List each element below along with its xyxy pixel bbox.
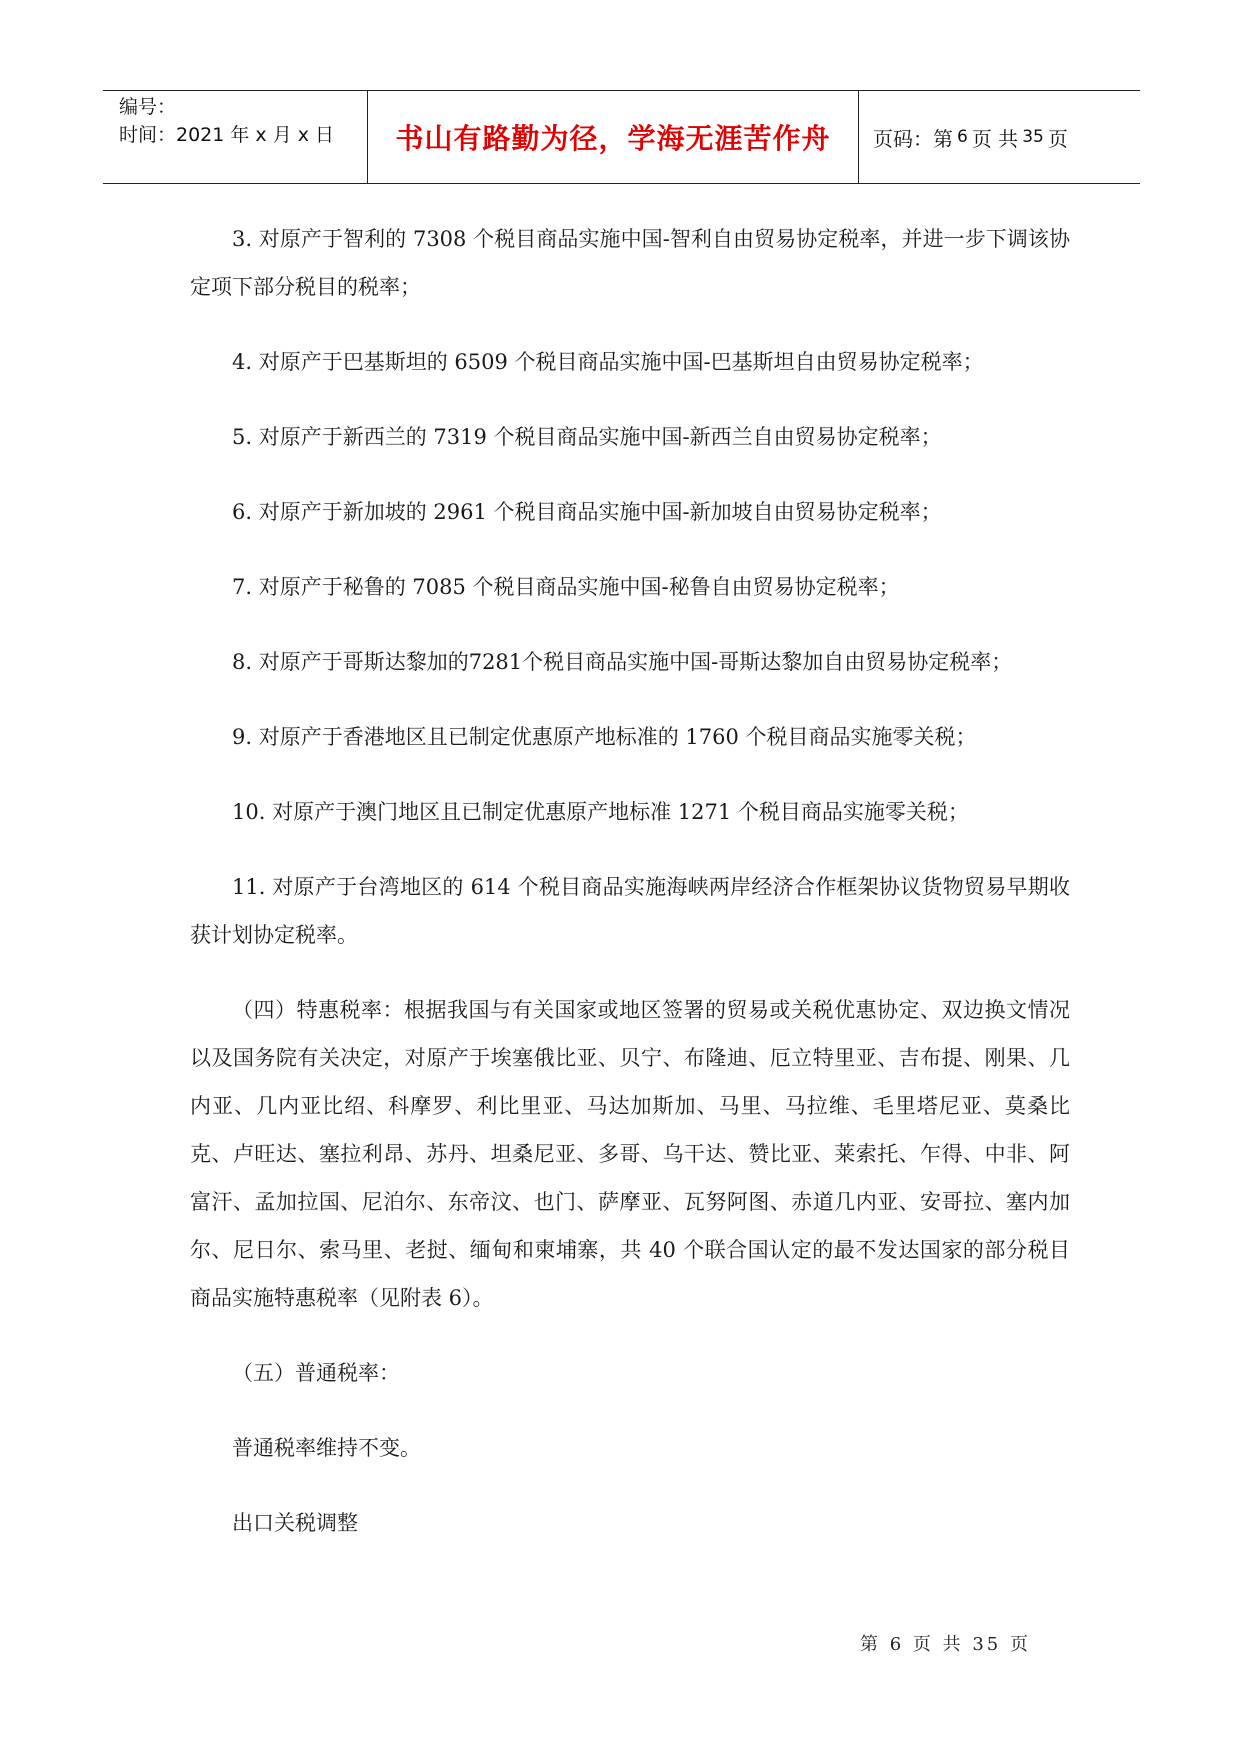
document-body (190, 215, 1070, 1574)
header-meta (103, 91, 368, 183)
serial-number-label: 编号： (119, 96, 177, 118)
date-label: 时间：2021 年 x 月 x 日 (119, 124, 335, 146)
page-current: 6 (957, 127, 968, 147)
paragraph: 11. 对原产于台湾地区的 614 个税目商品实施海峡两岸经济合作框架协议货物贸易早期收获计划协定税率。 (190, 875, 1070, 947)
paragraph: 8. 对原产于哥斯达黎加的7281个税目商品实施中国-哥斯达黎加自由贸易协定税率； (232, 650, 1013, 674)
paragraph: 3. 对原产于智利的 7308 个税目商品实施中国-智利自由贸易协定税率，并进一步下调该协定项下部分税目的税率； (190, 227, 1070, 299)
paragraph: 4. 对原产于巴基斯坦的 6509 个税目商品实施中国-巴基斯坦自由贸易协定税率； (232, 350, 984, 374)
header-motto: 书山有路勤为径，学海无涯苦作舟 (368, 91, 859, 183)
section-heading: 出口关税调整 (232, 1511, 358, 1535)
paragraph: 9. 对原产于香港地区且已制定优惠原产地标准的 1760 个税目商品实施零关税； (232, 725, 977, 749)
paragraph: 6. 对原产于新加坡的 2961 个税目商品实施中国-新加坡自由贸易协定税率； (232, 500, 942, 524)
page-total: 35 (1022, 127, 1044, 147)
section-heading: （五）普通税率： (232, 1361, 400, 1385)
page-mid: 页 共 (971, 126, 1019, 151)
paragraph: 普通税率维持不变。 (232, 1436, 421, 1460)
page-footer: 第 6 页 共 35 页 (860, 1634, 1031, 1655)
page-suffix: 页 (1047, 126, 1068, 151)
page-header (103, 90, 1140, 184)
paragraph: （四）特惠税率：根据我国与有关国家或地区签署的贸易或关税优惠协定、双边换文情况以及国务院有关决定，对原产于埃塞俄比亚、贝宁、布隆迪、厄立特里亚、吉布提、刚果、几内亚、几内亚比绍、科摩罗、利比里亚、马达加斯加、马里、马拉维、毛里塔尼亚、莫桑比克、卢旺达、塞拉利昂、苏丹、坦桑尼亚、多哥、乌干达、赞比亚、莱索托、乍得、中非、阿富汗、孟加拉国、尼泊尔、东帝汶、也门、萨摩亚、瓦努阿图、赤道几内亚、安哥拉、塞内加尔、尼日尔、索马里、老挝、缅甸和柬埔寨，共 40 个联合国认定的最不发达国家的部分税目商品实施特惠税率（见附表 6）。 (190, 998, 1070, 1310)
paragraph: 10. 对原产于澳门地区且已制定优惠原产地标准 1271 个税目商品实施零关税； (232, 800, 969, 824)
header-page-number (859, 91, 1140, 183)
page-prefix: 页码：第 (873, 126, 953, 151)
paragraph: 7. 对原产于秘鲁的 7085 个税目商品实施中国-秘鲁自由贸易协定税率； (232, 575, 900, 599)
paragraph: 5. 对原产于新西兰的 7319 个税目商品实施中国-新西兰自由贸易协定税率； (232, 425, 942, 449)
